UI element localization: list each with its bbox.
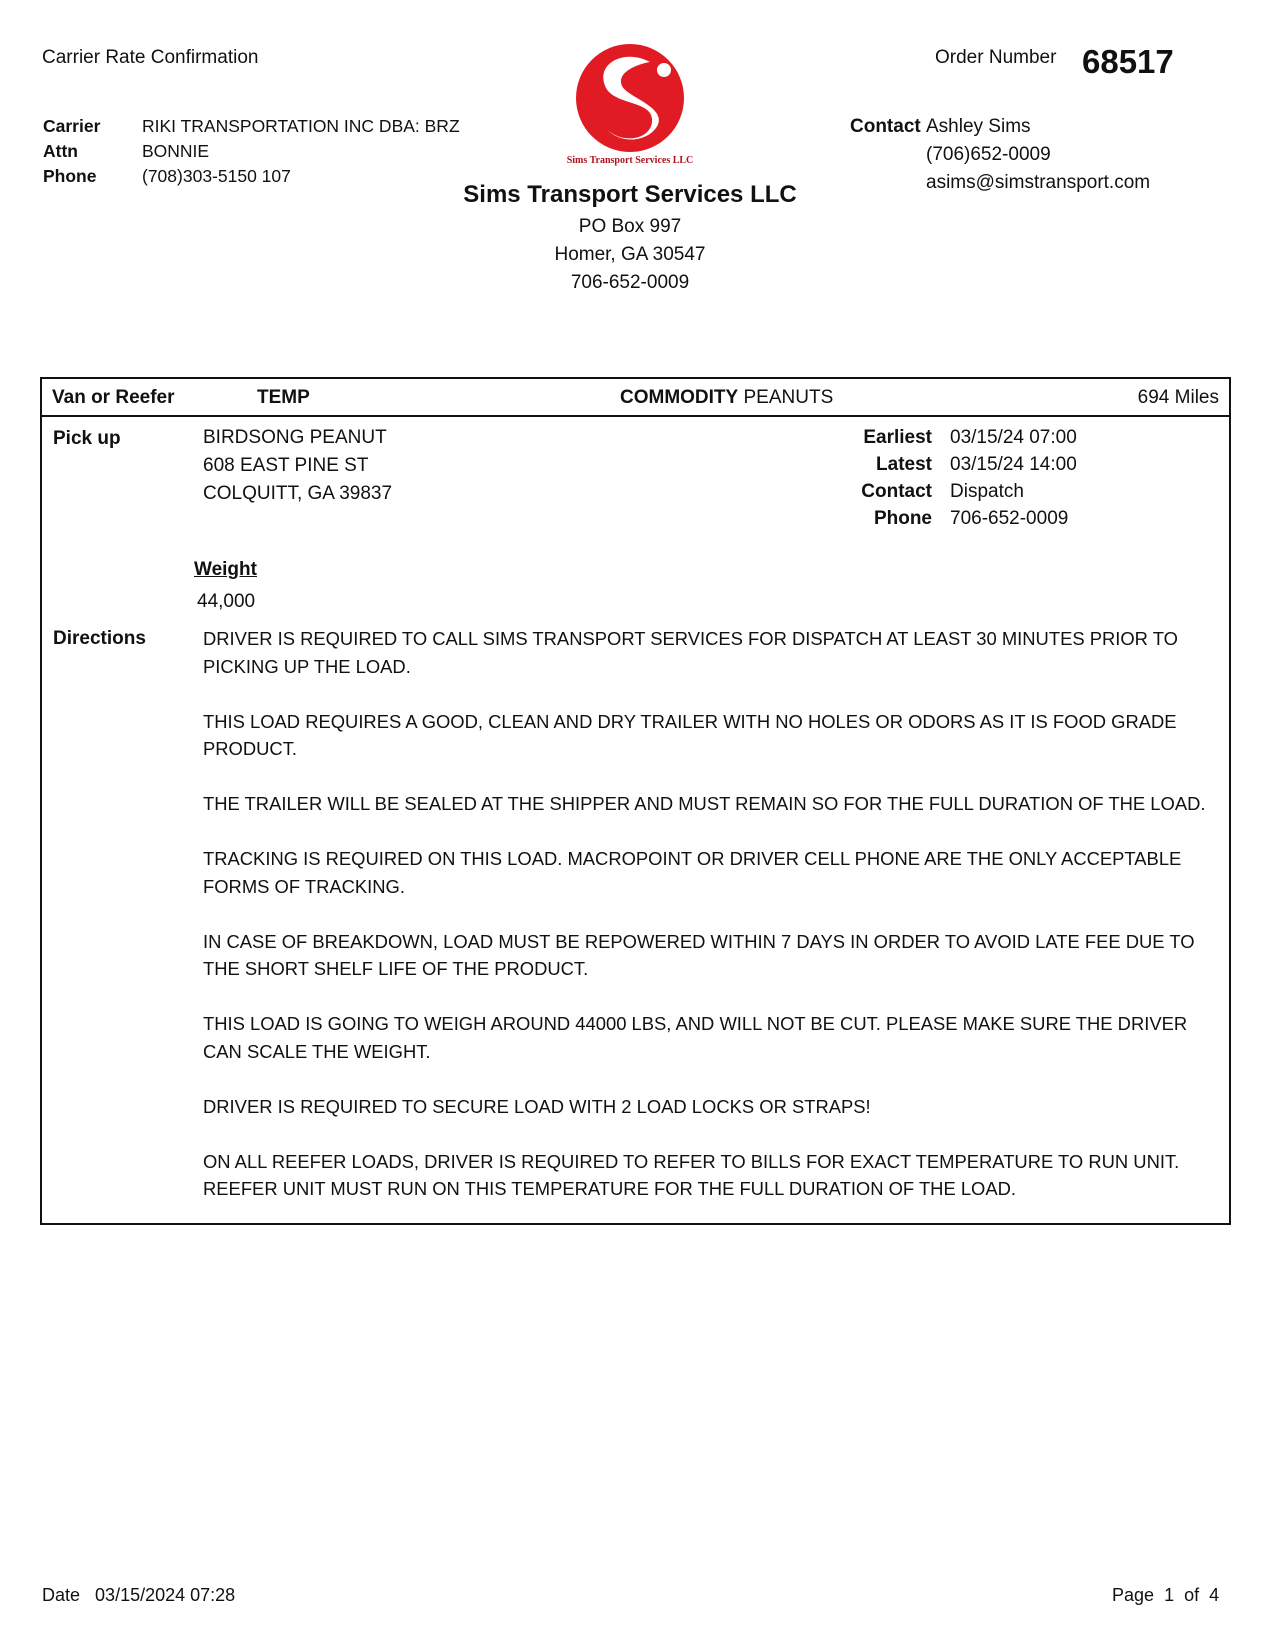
contact-email[interactable]: asims@simstransport.com xyxy=(926,172,1151,193)
carrier-phone-value: (708)303-5150 107 xyxy=(142,166,291,186)
direction-paragraph: THIS LOAD REQUIRES A GOOD, CLEAN AND DRY TRAILER WITH NO HOLES OR ODORS AS IT IS FOOD GRADE PRODUCT. xyxy=(203,710,1177,759)
earliest-label: Earliest xyxy=(863,426,932,448)
contact-phone: (706)652-0009 xyxy=(926,144,1051,165)
company-address2: Homer, GA 30547 xyxy=(554,244,706,265)
pickup-contact-label: Contact xyxy=(861,480,932,502)
company-name: Sims Transport Services LLC xyxy=(463,181,797,208)
direction-paragraph: THE TRAILER WILL BE SEALED AT THE SHIPPER AND MUST REMAIN SO FOR THE FULL DURATION OF THE LOAD. xyxy=(203,793,1206,814)
contact-info xyxy=(850,113,1150,197)
commodity-label: COMMODITY xyxy=(620,387,739,408)
carrier-label: Carrier xyxy=(43,116,101,136)
pickup-city: COLQUITT, GA 39837 xyxy=(203,483,393,504)
weight-label: Weight xyxy=(194,559,257,580)
page-number: 1 xyxy=(1164,1585,1175,1605)
directions-text xyxy=(203,625,1223,1203)
of-label: of xyxy=(1184,1585,1200,1605)
direction-paragraph: ON ALL REEFER LOADS, DRIVER IS REQUIRED TO REFER TO BILLS FOR EXACT TEMPERATURE TO RUN UNIT. REEFER UNIT MUST RUN ON THIS TEMPERATURE FOR THE FULL DURATION OF THE LOAD. xyxy=(203,1150,1180,1199)
direction-paragraph: THIS LOAD IS GOING TO WEIGH AROUND 44000 LBS, AND WILL NOT BE CUT. PLEASE MAKE SURE THE DRIVER CAN SCALE THE WEIGHT. xyxy=(203,1013,1188,1062)
contact-label: Contact xyxy=(850,116,921,137)
document-title: Carrier Rate Confirmation xyxy=(42,47,259,68)
latest-value: 03/15/24 14:00 xyxy=(950,453,1077,475)
temp-label: TEMP xyxy=(257,387,310,408)
commodity-value: PEANUTS xyxy=(743,387,834,408)
footer-date xyxy=(42,1585,235,1606)
equipment-label: Van or Reefer xyxy=(52,387,175,408)
pickup-name: BIRDSONG PEANUT xyxy=(203,427,387,448)
attn-row xyxy=(43,139,460,164)
directions-label: Directions xyxy=(53,628,146,649)
company-phone: 706-652-0009 xyxy=(570,272,690,293)
total-pages: 4 xyxy=(1209,1585,1220,1605)
logo-dot xyxy=(657,63,671,77)
date-value: 03/15/2024 07:28 xyxy=(95,1585,236,1605)
page-indicator xyxy=(1112,1585,1219,1606)
carrier-info xyxy=(43,114,460,189)
company-logo xyxy=(566,40,694,168)
company-info xyxy=(430,181,830,297)
pickup-schedule xyxy=(772,424,1077,532)
earliest-value: 03/15/24 07:00 xyxy=(950,426,1077,448)
direction-paragraph: IN CASE OF BREAKDOWN, LOAD MUST BE REPOWERED WITHIN 7 DAYS IN ORDER TO AVOID LATE FEE DUE TO THE SHORT SHELF LIFE OF THE PRODUCT. xyxy=(203,930,1195,979)
company-address1: PO Box 997 xyxy=(578,216,682,237)
pickup-phone-value: 706-652-0009 xyxy=(950,507,1069,529)
direction-paragraph: DRIVER IS REQUIRED TO SECURE LOAD WITH 2 LOAD LOCKS OR STRAPS! xyxy=(203,1095,871,1117)
attn-label: Attn xyxy=(43,141,78,161)
date-label: Date xyxy=(42,1585,81,1605)
carrier-phone-label: Phone xyxy=(43,166,97,186)
carrier-phone-row xyxy=(43,164,460,189)
latest-label: Latest xyxy=(876,453,932,475)
pickup-phone-label: Phone xyxy=(873,507,932,529)
attn-value: BONNIE xyxy=(142,141,210,161)
pickup-label: Pick up xyxy=(53,428,121,449)
pickup-contact-value: Dispatch xyxy=(950,480,1024,502)
contact-name: Ashley Sims xyxy=(926,116,1031,137)
load-header-bar xyxy=(42,379,1229,417)
order-number: 68517 xyxy=(1082,43,1174,80)
load-details-box xyxy=(40,377,1231,1225)
pickup-street: 608 EAST PINE ST xyxy=(203,455,369,476)
weight-value: 44,000 xyxy=(197,591,256,612)
direction-paragraph: DRIVER IS REQUIRED TO CALL SIMS TRANSPORT SERVICES FOR DISPATCH AT LEAST 30 MINUTES PRIOR TO PICKING UP THE LOAD. xyxy=(203,628,1178,677)
carrier-row xyxy=(43,114,460,139)
logo-caption: Sims Transport Services LLC xyxy=(566,155,694,166)
page-label: Page xyxy=(1112,1585,1155,1605)
direction-paragraph: TRACKING IS REQUIRED ON THIS LOAD. MACROPOINT OR DRIVER CELL PHONE ARE THE ONLY ACCEPTABLE FORMS OF TRACKING. xyxy=(203,848,1182,897)
order-number-label: Order Number xyxy=(935,47,1057,68)
miles-value: 694 Miles xyxy=(1137,387,1219,408)
carrier-value: RIKI TRANSPORTATION INC DBA: BRZ xyxy=(142,116,460,136)
pickup-address xyxy=(203,424,392,508)
